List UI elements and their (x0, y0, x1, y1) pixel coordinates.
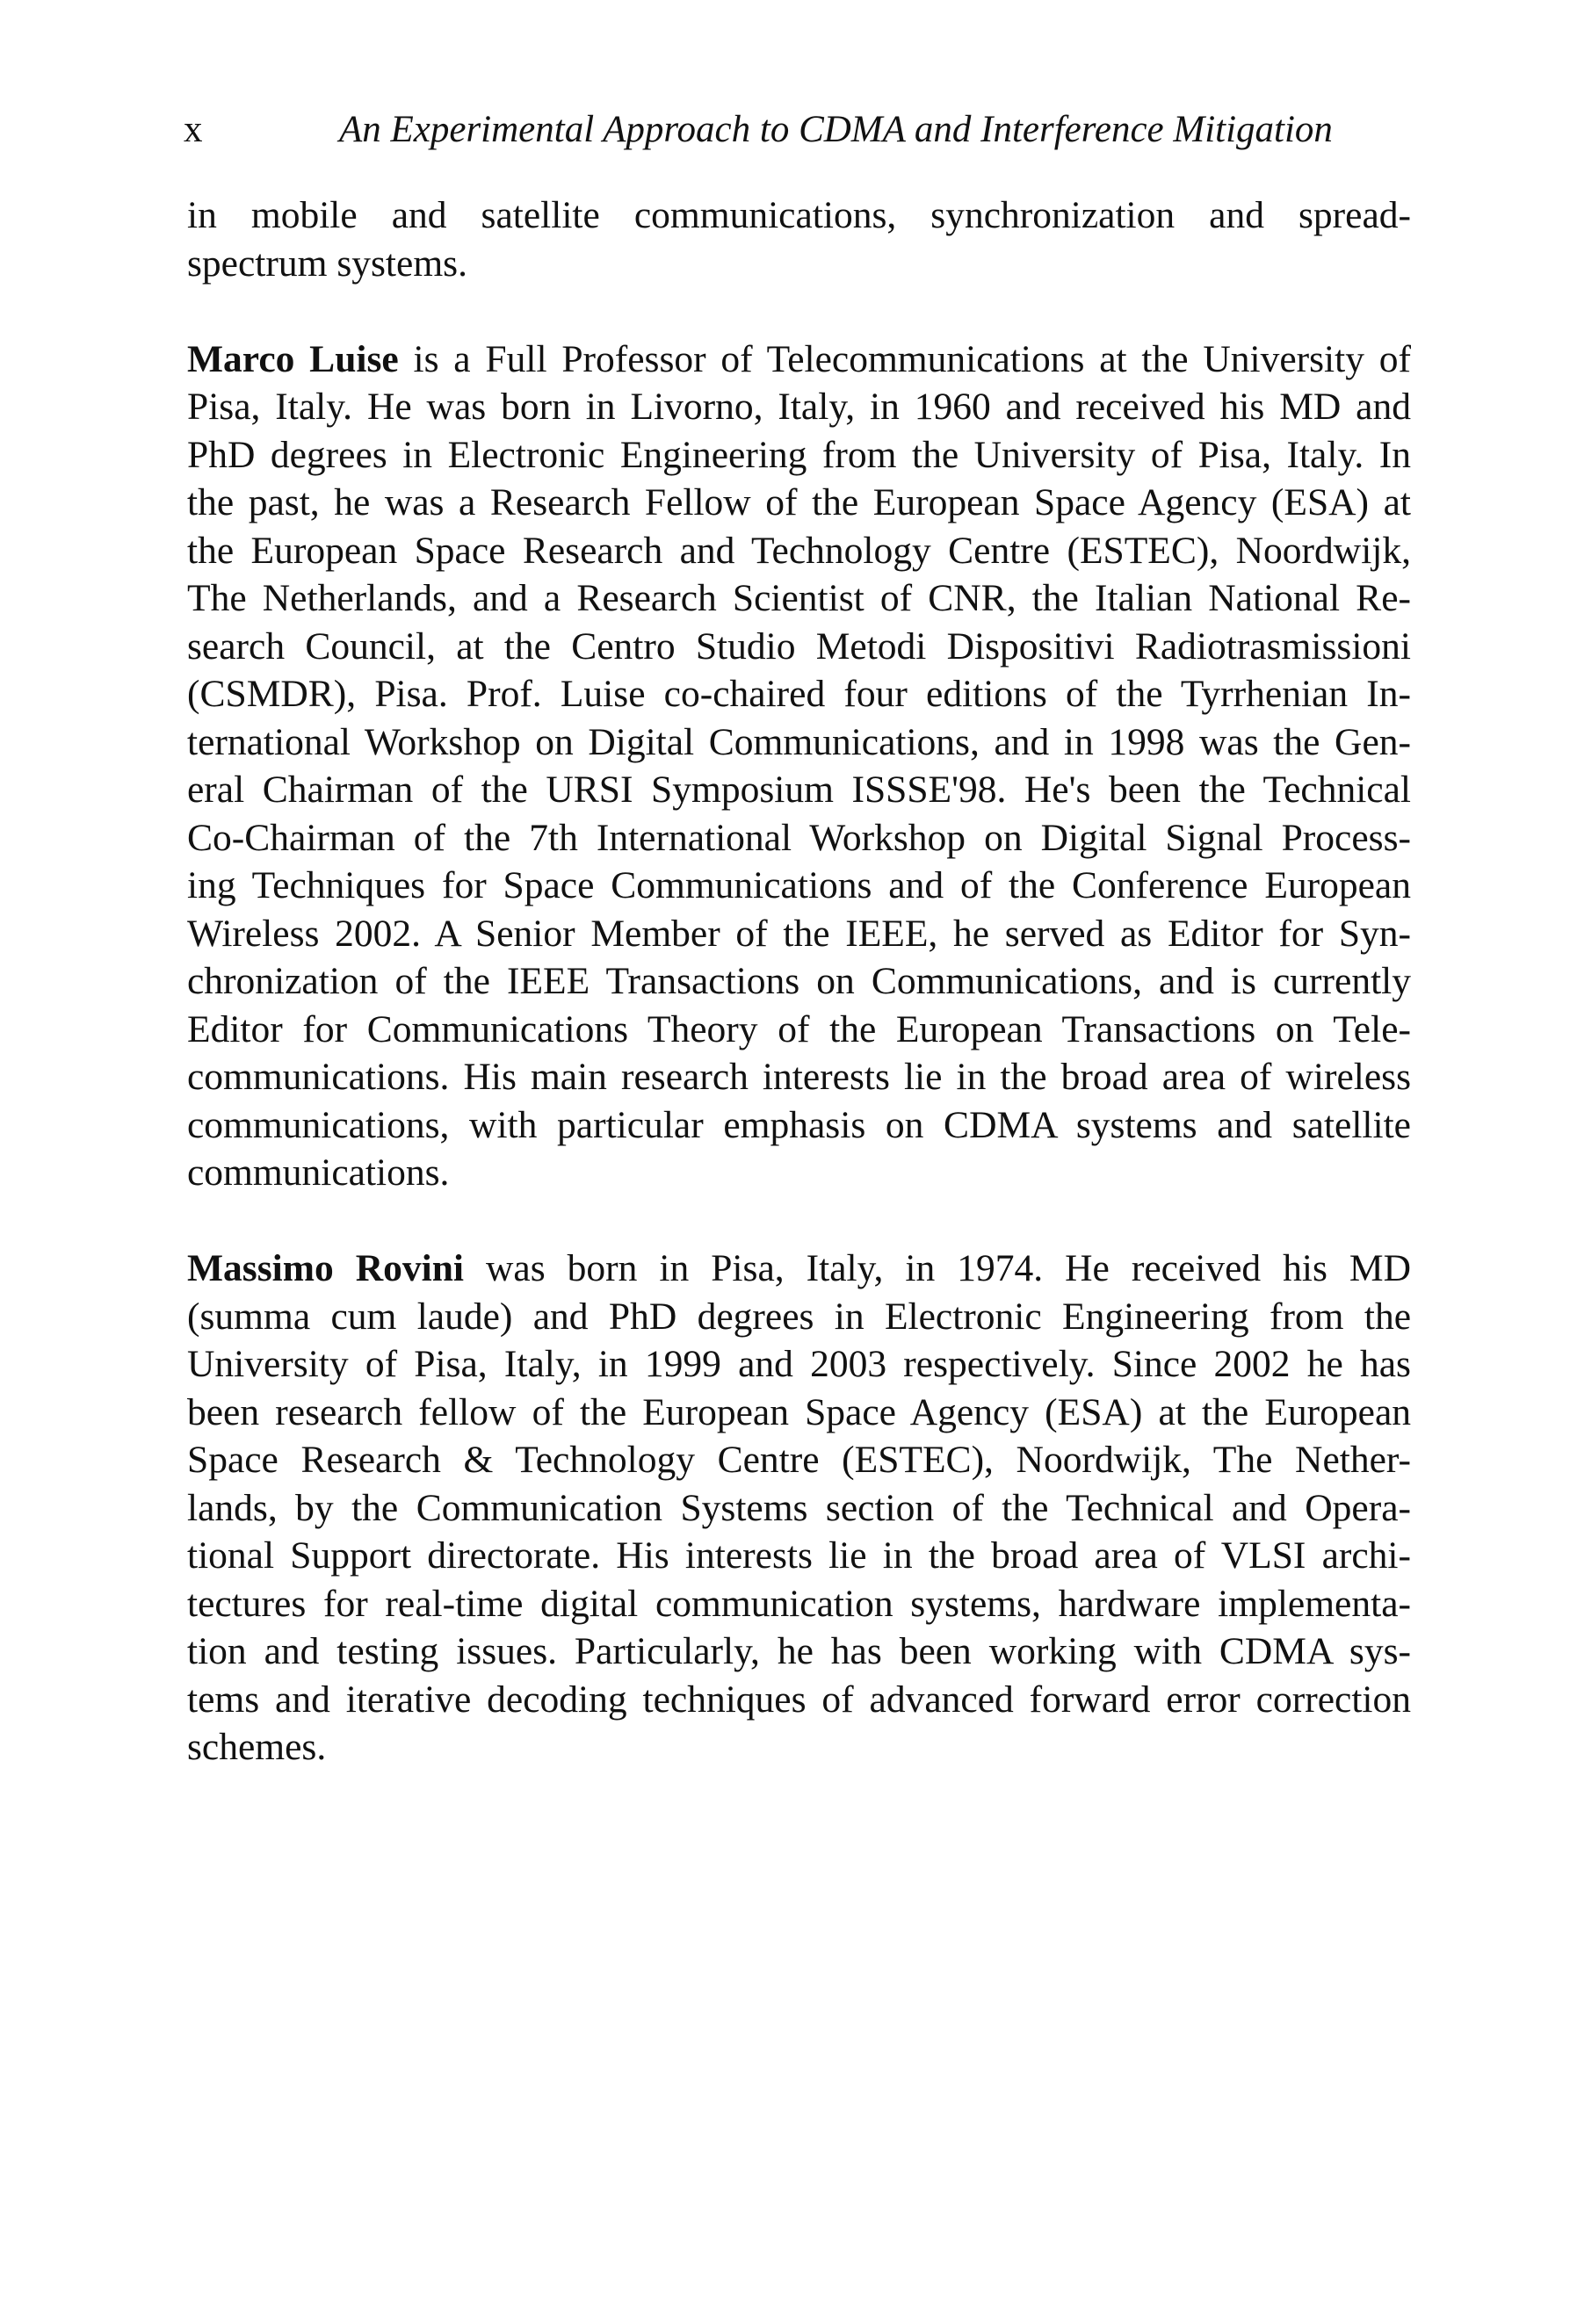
text-line (187, 336, 1411, 384)
text-line: ing Techniques for Space Communications and of the Conference European (187, 864, 1411, 906)
text-line: eral Chairman of the URSI Symposium ISSSE'98. He's been the Technical (187, 769, 1411, 811)
text-line: (CSMDR), Pisa. Prof. Luise co-chaired four editions of the Tyrrhenian In- (187, 673, 1411, 715)
text-line: Pisa, Italy. He was born in Livorno, Italy, in 1960 and received his MD and (187, 386, 1411, 428)
text-line: been research fellow of the European Space Agency (ESA) at the European (187, 1390, 1411, 1433)
page-number: x (184, 109, 203, 150)
text-line: communications. (187, 1151, 450, 1194)
text-fragment: is a Full Professor of Telecommunications at the University of (398, 337, 1411, 380)
text-line: in mobile and satellite communications, synchronization and spread- (187, 194, 1411, 236)
text-line: spectrum systems. (187, 242, 467, 285)
text-line: ternational Workshop on Digital Communications, and in 1998 was the Gen- (187, 720, 1411, 763)
text-line: the European Space Research and Technology Centre (ESTEC), Noordwijk, (187, 529, 1411, 572)
text-line: Wireless 2002. A Senior Member of the IEEE, he served as Editor for Syn- (187, 912, 1411, 955)
paragraph-continuation (187, 191, 1411, 287)
text-line: tems and iterative decoding techniques of advanced forward error correction (187, 1678, 1411, 1721)
text-line: communications. His main research interests lie in the broad area of wireless (187, 1056, 1411, 1098)
author-name-marco-luise: Marco Luise (187, 337, 399, 380)
text-line: (summa cum laude) and PhD degrees in Electronic Engineering from the (187, 1295, 1411, 1338)
body-text (187, 191, 1411, 1819)
text-fragment: was born in Pisa, Italy, in 1974. He received his MD (464, 1247, 1411, 1289)
paragraph-marco-luise (187, 336, 1411, 1197)
text-line: schemes. (187, 1726, 327, 1768)
text-line: lands, by the Communication Systems section of the Technical and Opera- (187, 1486, 1411, 1529)
text-line: Co-Chairman of the 7th International Workshop on Digital Signal Process- (187, 816, 1411, 859)
text-line: communications, with particular emphasis on CDMA systems and satellite (187, 1103, 1411, 1146)
text-line (187, 1245, 1411, 1293)
text-line: The Netherlands, and a Research Scientist of CNR, the Italian National Re- (187, 577, 1411, 619)
running-head (184, 104, 1414, 156)
text-line: University of Pisa, Italy, in 1999 and 2003 respectively. Since 2002 he has (187, 1343, 1411, 1385)
text-line: search Council, at the Centro Studio Metodi Dispositivi Radiotrasmissioni (187, 624, 1411, 668)
author-name-massimo-rovini: Massimo Rovini (187, 1247, 465, 1289)
text-line: the past, he was a Research Fellow of the European Space Agency (ESA) at (187, 481, 1411, 523)
text-line: PhD degrees in Electronic Engineering from the University of Pisa, Italy. In (187, 433, 1411, 476)
paragraph-massimo-rovini (187, 1245, 1411, 1772)
text-line: Editor for Communications Theory of the European Transactions on Tele- (187, 1007, 1411, 1050)
text-line: tion and testing issues. Particularly, he has been working with CDMA sys- (187, 1630, 1411, 1672)
text-line: tional Support directorate. His interests lie in the broad area of VLSI archi- (187, 1534, 1411, 1577)
text-line: Space Research & Technology Centre (ESTEC), Noordwijk, The Nether- (187, 1439, 1411, 1481)
text-line: chronization of the IEEE Transactions on Communications, and is currently (187, 960, 1411, 1002)
text-line: tectures for real-time digital communication systems, hardware implementa- (187, 1582, 1411, 1625)
book-title: An Experimental Approach to CDMA and Interference Mitigation (339, 109, 1333, 150)
